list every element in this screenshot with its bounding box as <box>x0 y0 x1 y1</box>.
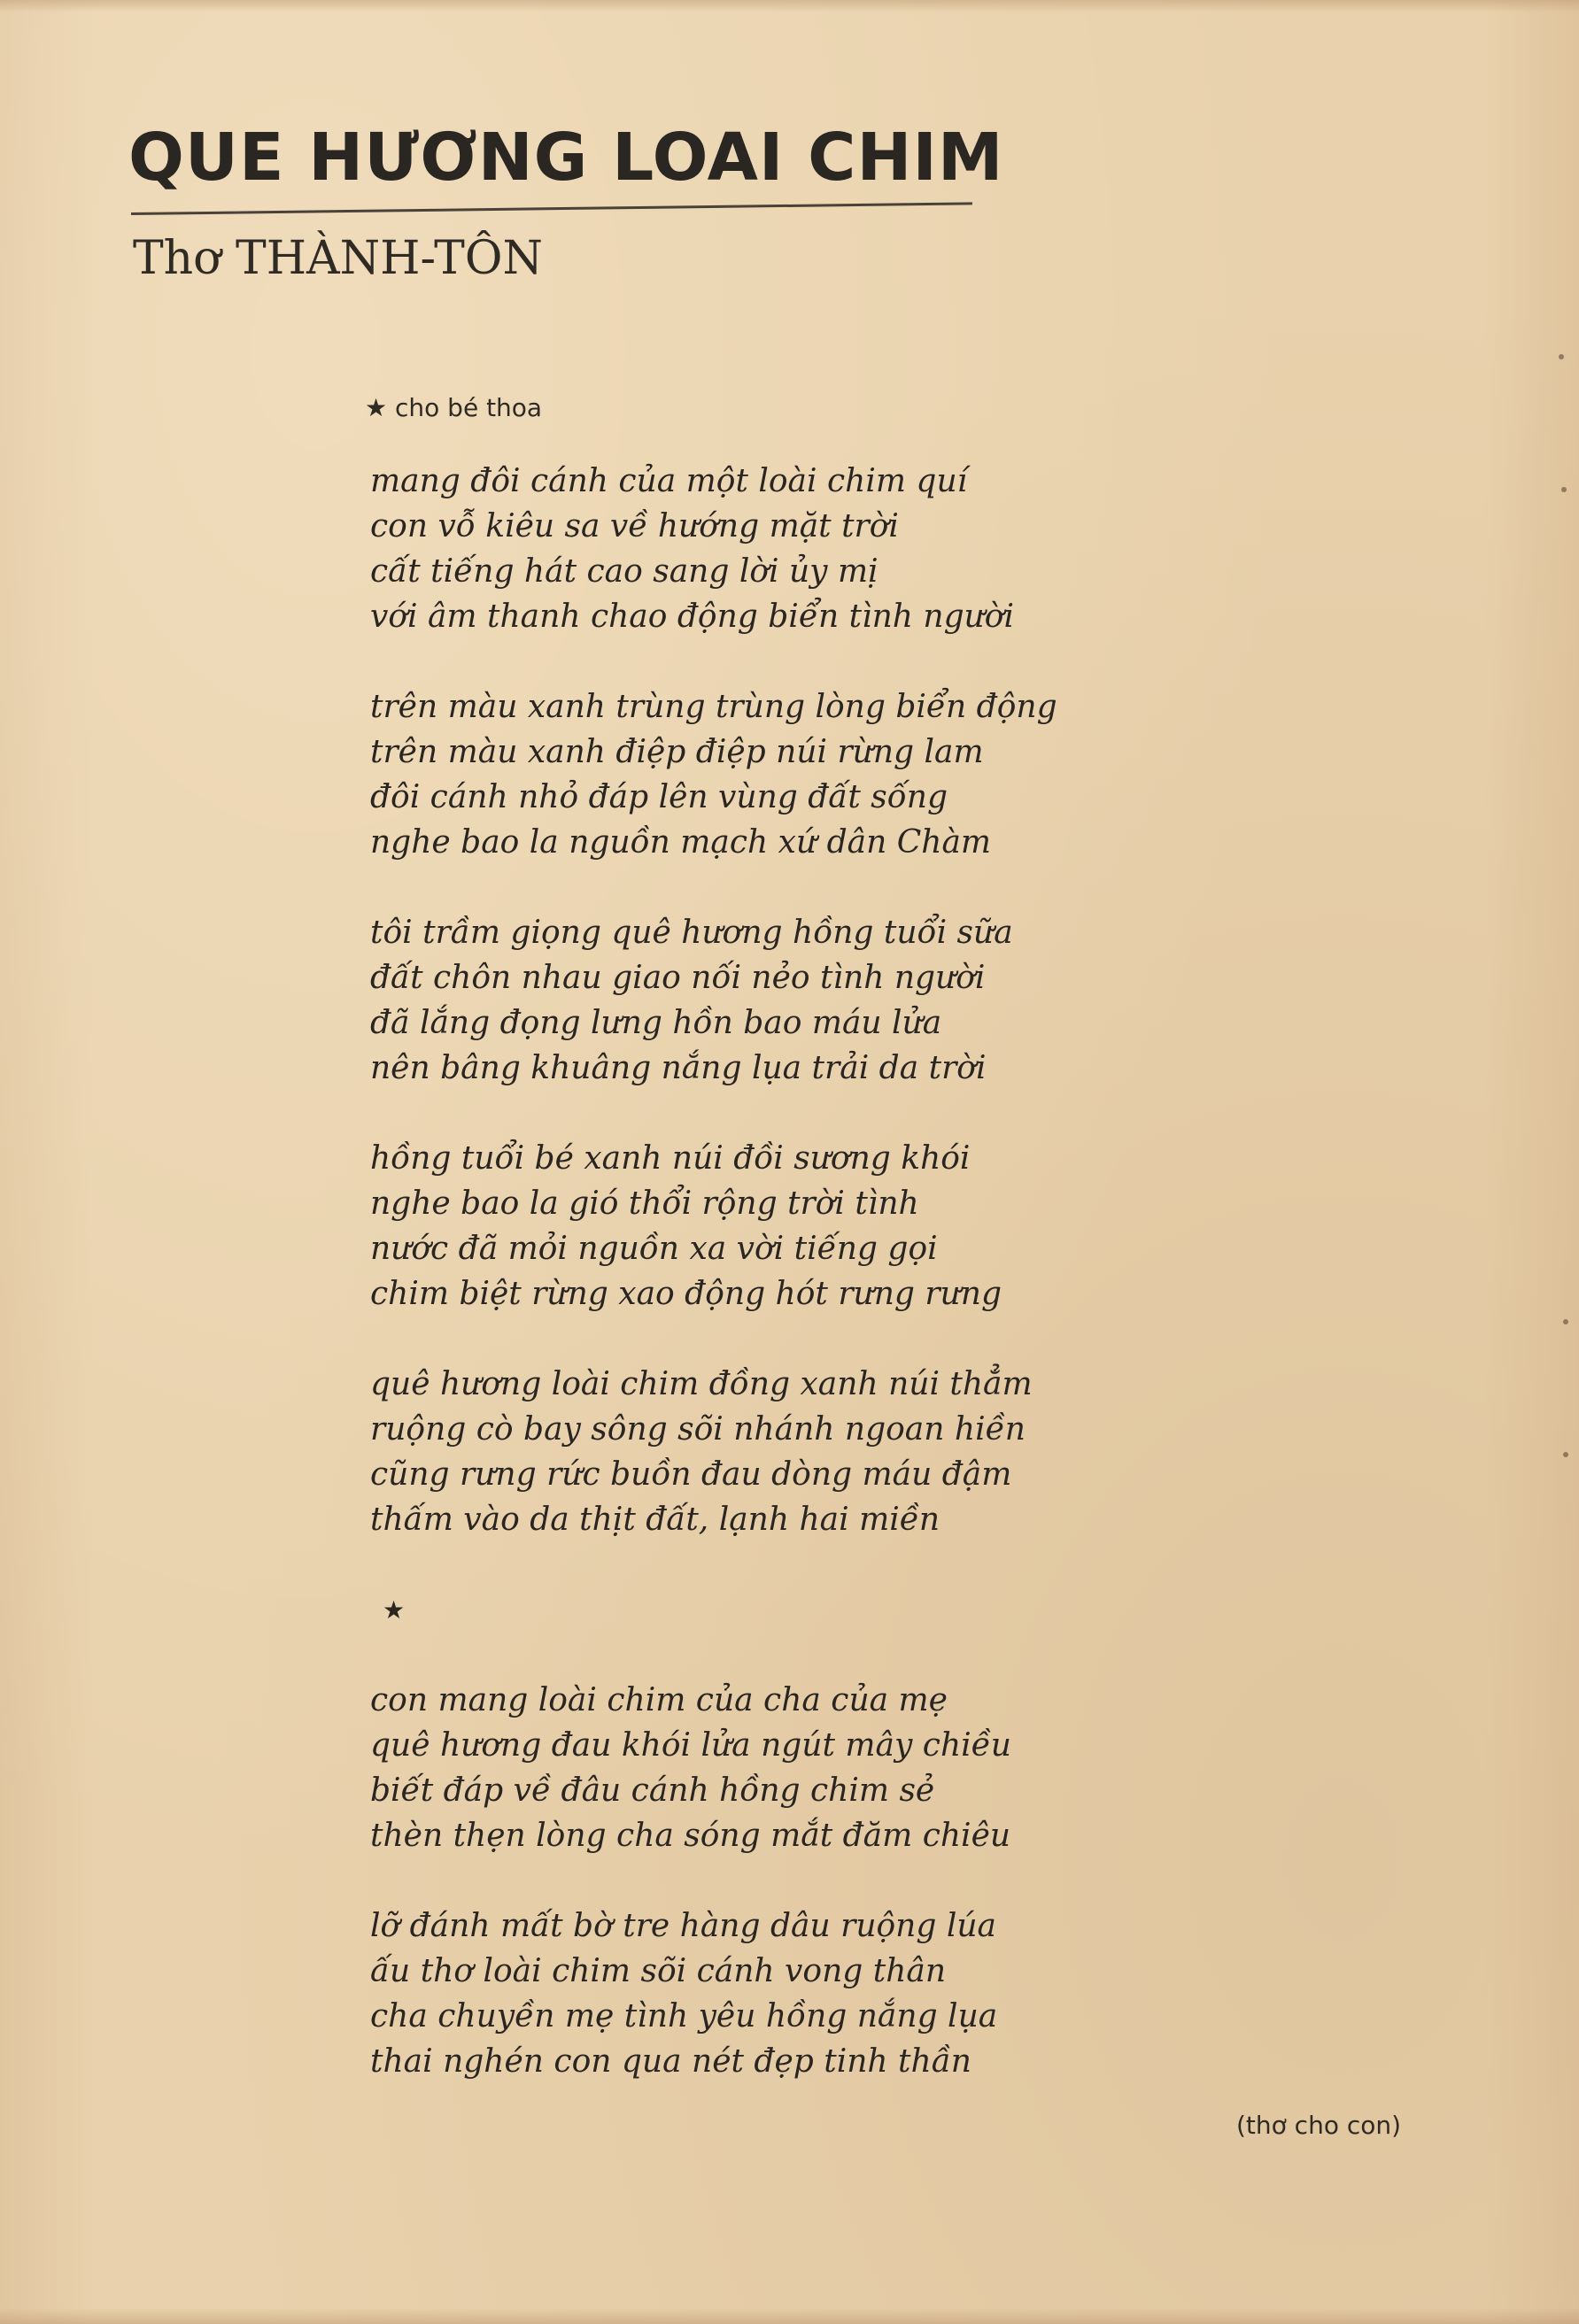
page-edge-bottom <box>0 2308 1579 2324</box>
paper-speck <box>1559 354 1564 359</box>
poem-body <box>370 459 1256 2129</box>
poem-line: thèn thẹn lòng cha sóng mắt đăm chiêu <box>370 1818 1011 1854</box>
poem-line: nghe bao la gió thổi rộng trời tình <box>370 1185 919 1222</box>
poem-line: cha chuyền mẹ tình yêu hồng nắng lụa <box>370 1998 998 2034</box>
poem-line: cũng rưng rức buồn đau dòng máu đậm <box>370 1456 1012 1493</box>
page-edge-top <box>0 0 1579 12</box>
stanza <box>370 1678 1256 1858</box>
stanza <box>370 1362 1256 1542</box>
poem-line: đất chôn nhau giao nối nẻo tình người <box>370 960 986 996</box>
section-divider-star: ★ <box>383 1595 406 1625</box>
poem-line: trên màu xanh trùng trùng lòng biển động <box>370 689 1057 725</box>
poem-line: trên màu xanh điệp điệp núi rừng lam <box>370 734 984 770</box>
poem-line: đã lắng đọng lưng hồn bao máu lửa <box>370 1005 942 1041</box>
paper-speck <box>1561 487 1567 492</box>
poem-title: QUE HƯƠNG LOAI CHIM <box>128 120 1004 196</box>
poem-line: ruộng cò bay sông sõi nhánh ngoan hiền <box>370 1411 1026 1448</box>
stanza <box>370 1903 1256 2084</box>
stanza <box>370 459 1256 639</box>
author-byline: Thơ THÀNH-TÔN <box>133 232 543 285</box>
poem-line: với âm thanh chao động biển tình người <box>370 598 1014 635</box>
dedication: ★ cho bé thoa <box>365 393 543 422</box>
paper-speck <box>1563 1452 1568 1457</box>
stanza <box>370 684 1256 865</box>
poem-line: tôi trầm giọng quê hương hồng tuổi sữa <box>370 915 1013 951</box>
poem-line: hồng tuổi bé xanh núi đồi sương khói <box>370 1140 971 1177</box>
poem-line: thai nghén con qua nét đẹp tinh thần <box>370 2043 971 2080</box>
poem-line: lỡ đánh mất bờ tre hàng dâu ruộng lúa <box>370 1908 997 1944</box>
poem-line: thấm vào da thịt đất, lạnh hai miền <box>370 1502 940 1538</box>
paper-speck <box>1563 1319 1568 1324</box>
poem-line: ấu thơ loài chim sõi cánh vong thân <box>370 1953 947 1989</box>
poem-line: nghe bao la nguồn mạch xứ dân Chàm <box>370 824 992 861</box>
poem-line: nên bâng khuâng nắng lụa trải da trời <box>370 1050 987 1086</box>
poem-part-two <box>370 1678 1256 2084</box>
poem-line: chim biệt rừng xao động hót rưng rưng <box>370 1276 1002 1312</box>
poem-line: cất tiếng hát cao sang lời ủy mị <box>370 553 879 590</box>
stanza <box>370 910 1256 1091</box>
poem-line: đôi cánh nhỏ đáp lên vùng đất sống <box>370 779 948 815</box>
poem-line: quê hương đau khói lửa ngút mây chiều <box>370 1727 1011 1764</box>
poem-line: biết đáp về đâu cánh hồng chim sẻ <box>370 1772 935 1809</box>
poem-line: mang đôi cánh của một loài chim quí <box>370 463 968 499</box>
title-underline <box>131 202 972 215</box>
poem-line: nước đã mỏi nguồn xa vời tiếng gọi <box>370 1231 938 1267</box>
poem-line: quê hương loài chim đồng xanh núi thẳm <box>370 1366 1033 1402</box>
poem-line: con vỗ kiêu sa về hướng mặt trời <box>370 508 899 544</box>
signoff-note: (thơ cho con) <box>1236 2111 1402 2140</box>
poem-line: con mang loài chim của cha của mẹ <box>370 1682 948 1718</box>
poem-part-one <box>370 459 1256 1542</box>
stanza <box>370 1136 1256 1316</box>
